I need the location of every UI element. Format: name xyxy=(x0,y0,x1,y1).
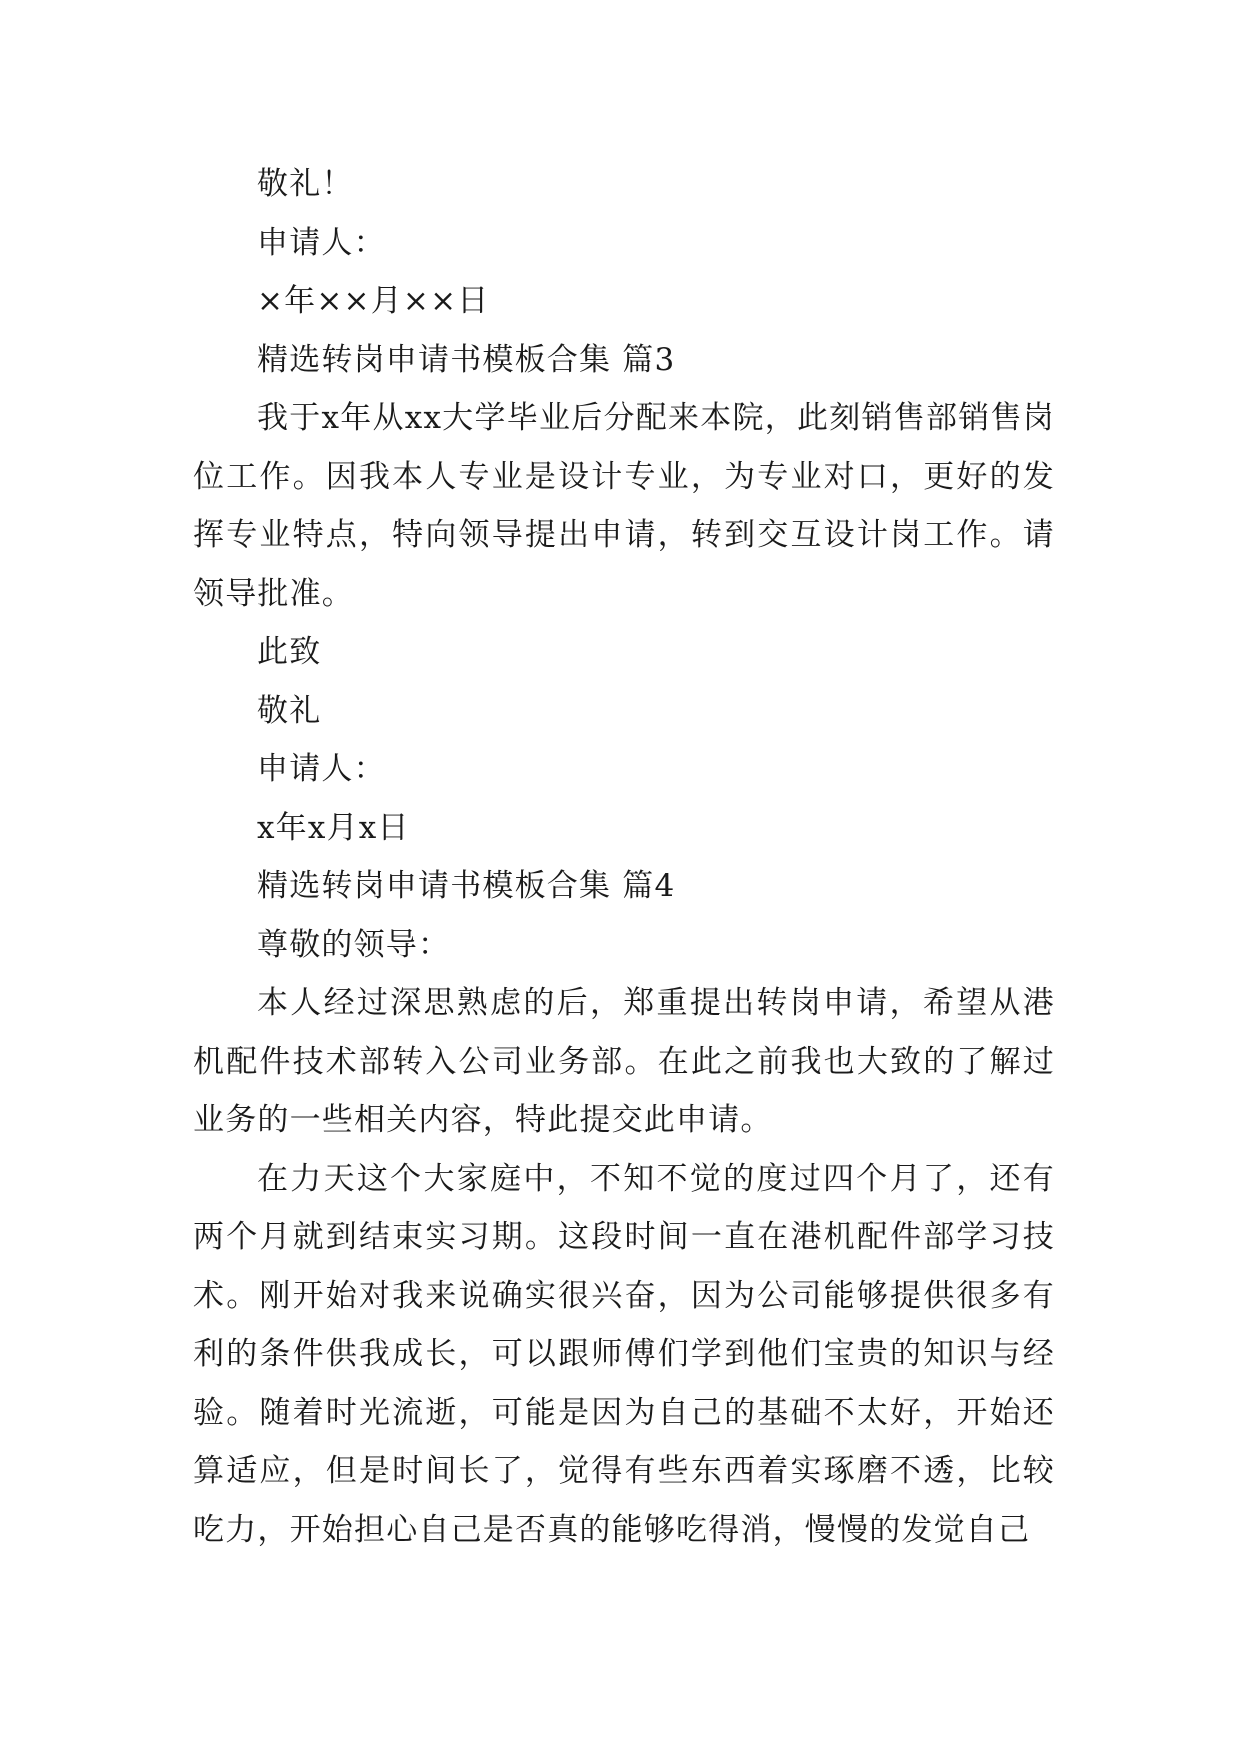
salute-line: 敬礼！ xyxy=(257,166,354,202)
section-heading-4: 精选转岗申请书模板合集 篇4 xyxy=(257,868,676,904)
body-paragraph: 在力天这个大家庭中，不知不觉的度过四个月了，还有两个月就到结束实习期。这段时间一直在港机配件部学习技术。刚开始对我来说确实很兴奋，因为公司能够提供很多有利的条件供我成长，可以跟师傅们学到他们宝贵的知识与经验。随着时光流逝，可能是因为自己的基础不太好，开始还算适应，但是时间长了，觉得有些东西着实琢磨不透，比较吃力，开始担心自己是否真的能够吃得消，慢慢的发觉自己 xyxy=(193,1160,1055,1548)
closing-line: 此致 xyxy=(257,634,322,670)
section-heading-3: 精选转岗申请书模板合集 篇3 xyxy=(257,341,676,378)
date-line: x年x月x日 xyxy=(257,809,410,846)
applicant-line: 申请人： xyxy=(257,224,386,261)
salute-line: 敬礼 xyxy=(257,692,322,729)
body-paragraph: 我于x年从xx大学毕业后分配来本院，此刻销售部销售岗位工作。因我本人专业是设计专业，为专业对口，更好的发挥专业特点，特向领导提出申请，转到交互设计岗工作。请领导批准。 xyxy=(193,400,1055,612)
date-line: ×年××月××日 xyxy=(257,283,490,319)
applicant-line: 申请人： xyxy=(257,751,386,787)
body-paragraph: 本人经过深思熟虑的后，郑重提出转岗申请，希望从港机配件技术部转入公司业务部。在此之前我也大致的了解过业务的一些相关内容，特此提交此申请。 xyxy=(193,985,1055,1138)
greeting-line: 尊敬的领导： xyxy=(257,926,451,963)
document-body xyxy=(193,155,1055,1559)
